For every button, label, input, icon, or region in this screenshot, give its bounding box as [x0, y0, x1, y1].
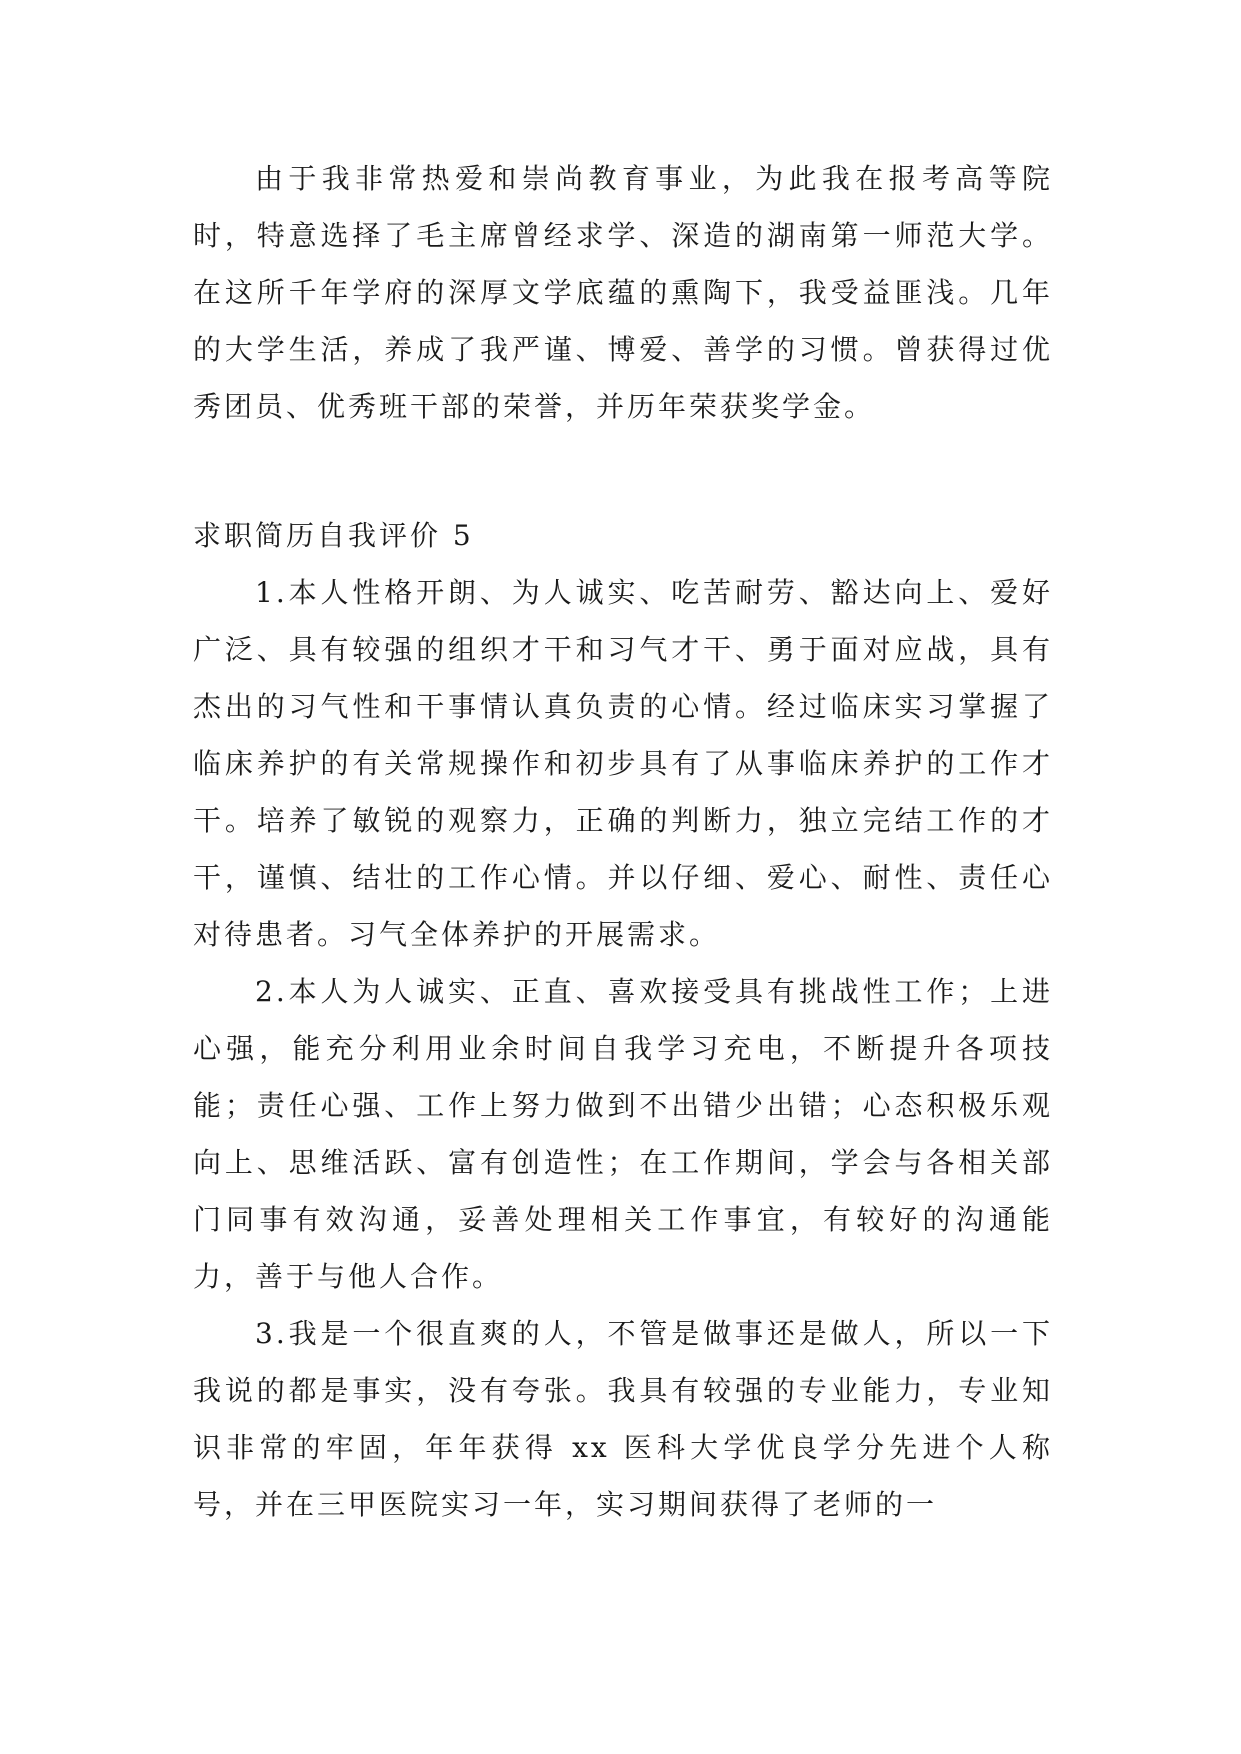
list-item: 2.本人为人诚实、正直、喜欢接受具有挑战性工作；上进心强，能充分利用业余时间自我学习充电，不断提升各项技能；责任心强、工作上努力做到不出错少出错；心态积极乐观向上、思维活跃、富有创造性；在工作期间，学会与各相关部门同事有效沟通，妥善处理相关工作事宜，有较好的沟通能力，善于与他人合作。: [193, 975, 1053, 1293]
intro-paragraph: 由于我非常热爱和崇尚教育事业，为此我在报考高等院时，特意选择了毛主席曾经求学、深造的湖南第一师范大学。在这所千年学府的深厚文学底蕴的熏陶下，我受益匪浅。几年的大学生活，养成了我严谨、博爱、善学的习惯。曾获得过优秀团员、优秀班干部的荣誉，并历年荣获奖学金。: [193, 162, 1053, 423]
list-item: 3.我是一个很直爽的人，不管是做事还是做人，所以一下我说的都是事实，没有夸张。我具有较强的专业能力，专业知识非常的牢固，年年获得 xx 医科大学优良学分先进个人称号，并在三甲医院实习一年，实习期间获得了老师的一: [193, 1317, 1053, 1521]
evaluation-list: [193, 564, 1053, 1533]
intro-section: [193, 150, 1053, 435]
list-item: 1.本人性格开朗、为人诚实、吃苦耐劳、豁达向上、爱好广泛、具有较强的组织才干和习气才干、勇于面对应战，具有杰出的习气性和干事情认真负责的心情。经过临床实习掌握了临床养护的有关常规操作和初步具有了从事临床养护的工作才干。培养了敏锐的观察力，正确的判断力，独立完结工作的才干，谨慎、结壮的工作心情。并以仔细、爱心、耐性、责任心对待患者。习气全体养护的开展需求。: [193, 576, 1053, 951]
section-title: 求职简历自我评价 5: [193, 519, 474, 552]
